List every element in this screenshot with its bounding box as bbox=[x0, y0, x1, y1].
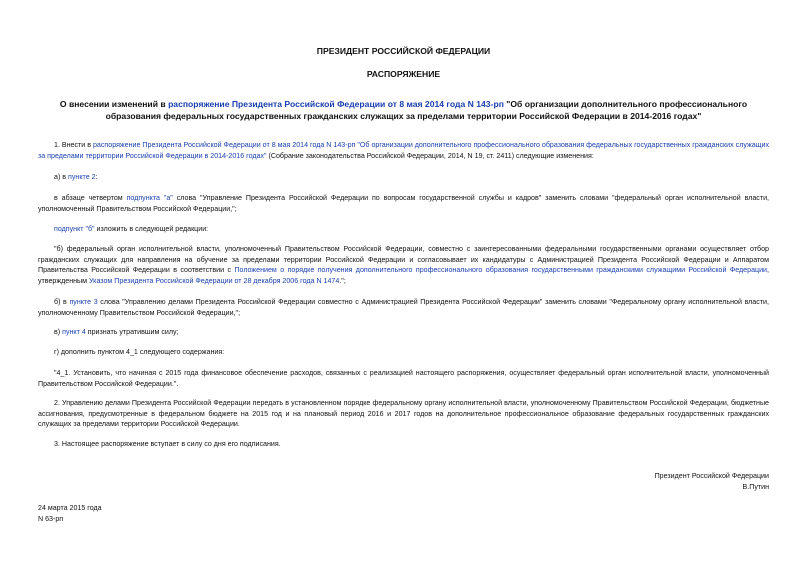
pv-prefix: в) bbox=[54, 328, 63, 336]
issuing-authority: ПРЕЗИДЕНТ РОССИЙСКОЙ ФЕДЕРАЦИИ bbox=[316, 46, 491, 56]
link-order-title[interactable]: "Об организации дополнительного профессионального образования федеральных государственных гражданских служащих за пределами территории Российской Федерации в 2014-2016 годах" bbox=[38, 141, 769, 160]
paragraph-v bbox=[54, 327, 769, 338]
signature-block bbox=[655, 471, 769, 492]
document-title bbox=[40, 98, 767, 122]
title-prefix: О внесении изменений в bbox=[59, 99, 169, 109]
pa-suffix: : bbox=[95, 173, 98, 181]
paragraph-3: 3. Настоящее распоряжение вступает в силу со дня его подписания. bbox=[54, 440, 281, 448]
paragraph-a bbox=[54, 172, 769, 183]
paragraph-abzac bbox=[38, 193, 769, 214]
signature-name: В.Путин bbox=[742, 482, 769, 491]
paragraph-g: г) дополнить пунктом 4_1 следующего содержания: bbox=[54, 348, 225, 356]
p-b-text-2: , утвержденным bbox=[38, 266, 769, 285]
p-b-text-3: ."; bbox=[339, 276, 346, 285]
paragraph-4-1: "4_1. Установить, что начиная с 2015 года финансовое обеспечение расходов, связанных с реализацией настоящего распоряжения, осуществляет федеральный орган исполнительной власти, уполномоченный Правительством Российской Федерации.". bbox=[38, 369, 769, 388]
p-sub-suffix: изложить в следующей редакции: bbox=[94, 225, 209, 233]
paragraph-subpoint-b bbox=[54, 224, 769, 235]
document-type: РАСПОРЯЖЕНИЕ bbox=[366, 69, 441, 79]
link-point-2[interactable]: пункте 2 bbox=[68, 173, 96, 181]
document-footer bbox=[38, 503, 102, 524]
pb-suffix: слова "Управлению делами Президента Российской Федерации совместно с Администрацией Президента Российской Федерации" заменить словами "Федеральному органу исполнительной власти, уполномоченному Правительством Российской Федерации,"; bbox=[38, 298, 769, 317]
paragraph-2: 2. Управлению делами Президента Российской Федерации передать в установленном порядке федеральному органу исполнительной власти, уполномоченному Правительством Российской Федерации, бюджетные ассигнования, предусмотренные в федеральном бюджете на 2015 год и на плановый период 2016 и 2017 годов на дополнительное профессиональное образование федеральных государственных гражданских служащих за пределами территории Российской Федерации. bbox=[38, 399, 769, 428]
title-link-order-143[interactable]: распоряжение Президента Российской Федерации от 8 мая 2014 года N 143-рп bbox=[168, 99, 504, 109]
p-abz-prefix: в абзаце четвертом bbox=[54, 194, 127, 202]
link-order-143[interactable]: распоряжение Президента Российской Федерации от 8 мая 2014 года N 143-рп bbox=[92, 141, 356, 149]
paragraph-b-text bbox=[38, 244, 769, 286]
pa-prefix: а) в bbox=[54, 173, 69, 181]
paragraph-1 bbox=[38, 140, 769, 161]
p-abz-suffix: слова "Управление Президента Российской Федерации по вопросам государственной службы и кадров" заменить словами "федеральный орган исполнительной власти, уполномоченный Правительством Российской Федерации,"; bbox=[38, 194, 770, 213]
link-subpoint-a[interactable]: подпункта "а" bbox=[126, 194, 173, 202]
p1-prefix: 1. Внести в bbox=[54, 141, 93, 149]
link-decree-1474[interactable]: Указом Президента Российской Федерации от 28 декабря 2006 года N 1474 bbox=[89, 276, 340, 285]
link-subpoint-b[interactable]: подпункт "б" bbox=[54, 225, 95, 233]
p1-suffix: (Собрание законодательства Российской Федерации, 2014, N 19, ст. 2411) следующие изменения: bbox=[266, 151, 594, 160]
link-regulation[interactable]: Положением о порядке получения дополнительного профессионального образования государственными гражданскими служащими Российской Федерации bbox=[234, 266, 768, 274]
document-number: N 63-рп bbox=[38, 514, 64, 523]
link-point-3[interactable]: пункте 3 bbox=[69, 298, 98, 306]
link-point-4[interactable]: пункт 4 bbox=[62, 328, 86, 336]
p-b-text-1: "б) федеральный орган исполнительной власти, уполномоченный Правительством Российской Федерации, совместно с заинтересованными федеральными государственными органами осуществляет отбор гражданских служащих для направления на обучение за пределами территории Российской Федерации и согласовывает их кандидатуры с Администрацией Президента Российской Федерации и Аппаратом Правительства Российской Федерации в соответствии с bbox=[38, 245, 769, 274]
title-suffix: "Об организации дополнительного профессионального образования федеральных государственных гражданских служащих за пределами территории Российской Федерации в 2014-2016 годах" bbox=[105, 99, 748, 121]
pb-prefix: б) в bbox=[54, 298, 70, 306]
signature-position: Президент Российской Федерации bbox=[654, 472, 769, 480]
paragraph-b bbox=[38, 297, 769, 318]
pv-suffix: признать утратившим силу; bbox=[85, 328, 179, 336]
document-date: 24 марта 2015 года bbox=[38, 504, 102, 512]
